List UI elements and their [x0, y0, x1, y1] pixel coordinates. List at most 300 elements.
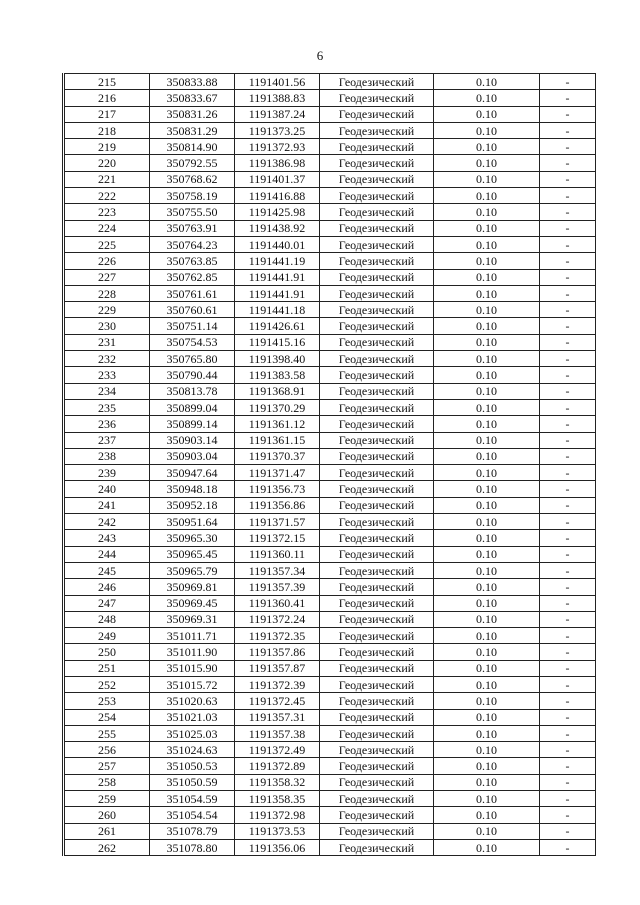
table-row — [64, 253, 596, 269]
description-cell: - — [540, 416, 596, 432]
table-row — [64, 497, 596, 513]
x-coordinate-cell: 350764.23 — [150, 236, 235, 252]
y-coordinate-cell: 1191398.40 — [235, 351, 320, 367]
description-cell: - — [540, 448, 596, 464]
x-coordinate-cell: 351050.53 — [150, 758, 235, 774]
table-row — [64, 416, 596, 432]
x-coordinate-cell: 351054.59 — [150, 791, 235, 807]
table-row — [64, 660, 596, 676]
y-coordinate-cell: 1191361.12 — [235, 416, 320, 432]
x-coordinate-cell: 350947.64 — [150, 465, 235, 481]
table-row — [64, 122, 596, 138]
y-coordinate-cell: 1191360.11 — [235, 546, 320, 562]
y-coordinate-cell: 1191361.15 — [235, 432, 320, 448]
description-cell: - — [540, 742, 596, 758]
accuracy-cell: 0.10 — [434, 644, 540, 660]
table-row — [64, 742, 596, 758]
method-cell: Геодезический — [320, 139, 434, 155]
y-coordinate-cell: 1191372.35 — [235, 628, 320, 644]
point-number-cell: 244 — [64, 546, 150, 562]
description-cell: - — [540, 171, 596, 187]
description-cell: - — [540, 269, 596, 285]
x-coordinate-cell: 350754.53 — [150, 334, 235, 350]
table-row — [64, 367, 596, 383]
description-cell: - — [540, 823, 596, 839]
description-cell: - — [540, 318, 596, 334]
table-row — [64, 204, 596, 220]
y-coordinate-cell: 1191371.57 — [235, 514, 320, 530]
x-coordinate-cell: 350831.26 — [150, 106, 235, 122]
y-coordinate-cell: 1191438.92 — [235, 220, 320, 236]
method-cell: Геодезический — [320, 171, 434, 187]
accuracy-cell: 0.10 — [434, 791, 540, 807]
point-number-cell: 241 — [64, 497, 150, 513]
description-cell: - — [540, 367, 596, 383]
accuracy-cell: 0.10 — [434, 546, 540, 562]
description-cell: - — [540, 693, 596, 709]
table-row — [64, 236, 596, 252]
y-coordinate-cell: 1191387.24 — [235, 106, 320, 122]
point-number-cell: 223 — [64, 204, 150, 220]
description-cell: - — [540, 253, 596, 269]
table-row — [64, 171, 596, 187]
description-cell: - — [540, 155, 596, 171]
table-row — [64, 302, 596, 318]
y-coordinate-cell: 1191401.37 — [235, 171, 320, 187]
table-row — [64, 530, 596, 546]
table-row — [64, 611, 596, 627]
y-coordinate-cell: 1191356.06 — [235, 839, 320, 855]
x-coordinate-cell: 350969.31 — [150, 611, 235, 627]
accuracy-cell: 0.10 — [434, 269, 540, 285]
table-row — [64, 693, 596, 709]
x-coordinate-cell: 350763.85 — [150, 253, 235, 269]
table-row — [64, 220, 596, 236]
point-number-cell: 226 — [64, 253, 150, 269]
description-cell: - — [540, 351, 596, 367]
y-coordinate-cell: 1191357.39 — [235, 579, 320, 595]
accuracy-cell: 0.10 — [434, 628, 540, 644]
x-coordinate-cell: 350792.55 — [150, 155, 235, 171]
description-cell: - — [540, 579, 596, 595]
description-cell: - — [540, 611, 596, 627]
method-cell: Геодезический — [320, 302, 434, 318]
point-number-cell: 219 — [64, 139, 150, 155]
y-coordinate-cell: 1191372.89 — [235, 758, 320, 774]
point-number-cell: 258 — [64, 774, 150, 790]
method-cell: Геодезический — [320, 399, 434, 415]
x-coordinate-cell: 350969.45 — [150, 595, 235, 611]
point-number-cell: 248 — [64, 611, 150, 627]
x-coordinate-cell: 350948.18 — [150, 481, 235, 497]
x-coordinate-cell: 350762.85 — [150, 269, 235, 285]
table-row — [64, 546, 596, 562]
point-number-cell: 230 — [64, 318, 150, 334]
y-coordinate-cell: 1191426.61 — [235, 318, 320, 334]
point-number-cell: 257 — [64, 758, 150, 774]
description-cell: - — [540, 188, 596, 204]
table-row — [64, 432, 596, 448]
coordinates-table — [62, 73, 596, 856]
method-cell: Геодезический — [320, 106, 434, 122]
method-cell: Геодезический — [320, 660, 434, 676]
table-row — [64, 351, 596, 367]
point-number-cell: 225 — [64, 236, 150, 252]
method-cell: Геодезический — [320, 367, 434, 383]
accuracy-cell: 0.10 — [434, 530, 540, 546]
description-cell: - — [540, 774, 596, 790]
point-number-cell: 252 — [64, 676, 150, 692]
accuracy-cell: 0.10 — [434, 90, 540, 106]
x-coordinate-cell: 350969.81 — [150, 579, 235, 595]
table-row — [64, 448, 596, 464]
x-coordinate-cell: 351021.03 — [150, 709, 235, 725]
description-cell: - — [540, 383, 596, 399]
y-coordinate-cell: 1191368.91 — [235, 383, 320, 399]
table-row — [64, 90, 596, 106]
table-row — [64, 106, 596, 122]
method-cell: Геодезический — [320, 595, 434, 611]
description-cell: - — [540, 530, 596, 546]
point-number-cell: 229 — [64, 302, 150, 318]
y-coordinate-cell: 1191372.24 — [235, 611, 320, 627]
y-coordinate-cell: 1191372.49 — [235, 742, 320, 758]
point-number-cell: 254 — [64, 709, 150, 725]
point-number-cell: 232 — [64, 351, 150, 367]
description-cell: - — [540, 725, 596, 741]
accuracy-cell: 0.10 — [434, 497, 540, 513]
method-cell: Геодезический — [320, 823, 434, 839]
y-coordinate-cell: 1191388.83 — [235, 90, 320, 106]
y-coordinate-cell: 1191356.86 — [235, 497, 320, 513]
y-coordinate-cell: 1191441.19 — [235, 253, 320, 269]
method-cell: Геодезический — [320, 676, 434, 692]
method-cell: Геодезический — [320, 285, 434, 301]
accuracy-cell: 0.10 — [434, 807, 540, 823]
point-number-cell: 234 — [64, 383, 150, 399]
table-row — [64, 839, 596, 855]
point-number-cell: 245 — [64, 562, 150, 578]
accuracy-cell: 0.10 — [434, 709, 540, 725]
x-coordinate-cell: 351024.63 — [150, 742, 235, 758]
method-cell: Геодезический — [320, 725, 434, 741]
accuracy-cell: 0.10 — [434, 204, 540, 220]
method-cell: Геодезический — [320, 611, 434, 627]
description-cell: - — [540, 465, 596, 481]
description-cell: - — [540, 204, 596, 220]
accuracy-cell: 0.10 — [434, 188, 540, 204]
accuracy-cell: 0.10 — [434, 432, 540, 448]
method-cell: Геодезический — [320, 807, 434, 823]
y-coordinate-cell: 1191372.98 — [235, 807, 320, 823]
y-coordinate-cell: 1191425.98 — [235, 204, 320, 220]
table-row — [64, 285, 596, 301]
method-cell: Геодезический — [320, 432, 434, 448]
x-coordinate-cell: 350755.50 — [150, 204, 235, 220]
coordinates-table-body — [64, 74, 596, 856]
x-coordinate-cell: 350768.62 — [150, 171, 235, 187]
table-row — [64, 791, 596, 807]
accuracy-cell: 0.10 — [434, 416, 540, 432]
point-number-cell: 228 — [64, 285, 150, 301]
x-coordinate-cell: 351020.63 — [150, 693, 235, 709]
accuracy-cell: 0.10 — [434, 220, 540, 236]
point-number-cell: 253 — [64, 693, 150, 709]
table-row — [64, 774, 596, 790]
table-row — [64, 139, 596, 155]
point-number-cell: 249 — [64, 628, 150, 644]
x-coordinate-cell: 350765.80 — [150, 351, 235, 367]
method-cell: Геодезический — [320, 497, 434, 513]
x-coordinate-cell: 350814.90 — [150, 139, 235, 155]
y-coordinate-cell: 1191360.41 — [235, 595, 320, 611]
point-number-cell: 236 — [64, 416, 150, 432]
description-cell: - — [540, 660, 596, 676]
y-coordinate-cell: 1191401.56 — [235, 74, 320, 90]
method-cell: Геодезический — [320, 122, 434, 138]
description-cell: - — [540, 220, 596, 236]
method-cell: Геодезический — [320, 530, 434, 546]
accuracy-cell: 0.10 — [434, 514, 540, 530]
method-cell: Геодезический — [320, 236, 434, 252]
method-cell: Геодезический — [320, 774, 434, 790]
accuracy-cell: 0.10 — [434, 595, 540, 611]
description-cell: - — [540, 791, 596, 807]
method-cell: Геодезический — [320, 269, 434, 285]
point-number-cell: 239 — [64, 465, 150, 481]
point-number-cell: 261 — [64, 823, 150, 839]
description-cell: - — [540, 514, 596, 530]
accuracy-cell: 0.10 — [434, 660, 540, 676]
y-coordinate-cell: 1191373.25 — [235, 122, 320, 138]
accuracy-cell: 0.10 — [434, 562, 540, 578]
method-cell: Геодезический — [320, 448, 434, 464]
table-row — [64, 465, 596, 481]
x-coordinate-cell: 350965.45 — [150, 546, 235, 562]
description-cell: - — [540, 74, 596, 90]
accuracy-cell: 0.10 — [434, 155, 540, 171]
table-row — [64, 481, 596, 497]
accuracy-cell: 0.10 — [434, 253, 540, 269]
y-coordinate-cell: 1191441.18 — [235, 302, 320, 318]
x-coordinate-cell: 350952.18 — [150, 497, 235, 513]
method-cell: Геодезический — [320, 579, 434, 595]
y-coordinate-cell: 1191370.37 — [235, 448, 320, 464]
description-cell: - — [540, 90, 596, 106]
table-row — [64, 383, 596, 399]
point-number-cell: 240 — [64, 481, 150, 497]
table-row — [64, 709, 596, 725]
accuracy-cell: 0.10 — [434, 823, 540, 839]
description-cell: - — [540, 432, 596, 448]
description-cell: - — [540, 106, 596, 122]
table-row — [64, 758, 596, 774]
description-cell: - — [540, 595, 596, 611]
point-number-cell: 246 — [64, 579, 150, 595]
x-coordinate-cell: 350833.67 — [150, 90, 235, 106]
point-number-cell: 227 — [64, 269, 150, 285]
accuracy-cell: 0.10 — [434, 774, 540, 790]
y-coordinate-cell: 1191441.91 — [235, 285, 320, 301]
x-coordinate-cell: 350903.04 — [150, 448, 235, 464]
table-row — [64, 725, 596, 741]
x-coordinate-cell: 351025.03 — [150, 725, 235, 741]
point-number-cell: 259 — [64, 791, 150, 807]
accuracy-cell: 0.10 — [434, 676, 540, 692]
point-number-cell: 220 — [64, 155, 150, 171]
accuracy-cell: 0.10 — [434, 334, 540, 350]
point-number-cell: 235 — [64, 399, 150, 415]
point-number-cell: 216 — [64, 90, 150, 106]
accuracy-cell: 0.10 — [434, 839, 540, 855]
accuracy-cell: 0.10 — [434, 465, 540, 481]
method-cell: Геодезический — [320, 74, 434, 90]
description-cell: - — [540, 546, 596, 562]
table-row — [64, 155, 596, 171]
method-cell: Геодезический — [320, 709, 434, 725]
accuracy-cell: 0.10 — [434, 122, 540, 138]
description-cell: - — [540, 758, 596, 774]
table-row — [64, 823, 596, 839]
y-coordinate-cell: 1191416.88 — [235, 188, 320, 204]
description-cell: - — [540, 334, 596, 350]
accuracy-cell: 0.10 — [434, 725, 540, 741]
table-row — [64, 74, 596, 90]
point-number-cell: 255 — [64, 725, 150, 741]
accuracy-cell: 0.10 — [434, 236, 540, 252]
accuracy-cell: 0.10 — [434, 139, 540, 155]
x-coordinate-cell: 350760.61 — [150, 302, 235, 318]
x-coordinate-cell: 350813.78 — [150, 383, 235, 399]
point-number-cell: 218 — [64, 122, 150, 138]
method-cell: Геодезический — [320, 562, 434, 578]
x-coordinate-cell: 350763.91 — [150, 220, 235, 236]
x-coordinate-cell: 351015.72 — [150, 676, 235, 692]
description-cell: - — [540, 236, 596, 252]
page-number: 6 — [316, 48, 324, 63]
method-cell: Геодезический — [320, 839, 434, 855]
accuracy-cell: 0.10 — [434, 399, 540, 415]
table-row — [64, 595, 596, 611]
point-number-cell: 238 — [64, 448, 150, 464]
method-cell: Геодезический — [320, 465, 434, 481]
x-coordinate-cell: 351011.71 — [150, 628, 235, 644]
method-cell: Геодезический — [320, 155, 434, 171]
table-row — [64, 676, 596, 692]
description-cell: - — [540, 302, 596, 318]
point-number-cell: 251 — [64, 660, 150, 676]
y-coordinate-cell: 1191358.32 — [235, 774, 320, 790]
y-coordinate-cell: 1191371.47 — [235, 465, 320, 481]
accuracy-cell: 0.10 — [434, 758, 540, 774]
table-row — [64, 318, 596, 334]
y-coordinate-cell: 1191357.86 — [235, 644, 320, 660]
method-cell: Геодезический — [320, 481, 434, 497]
accuracy-cell: 0.10 — [434, 171, 540, 187]
accuracy-cell: 0.10 — [434, 74, 540, 90]
x-coordinate-cell: 351011.90 — [150, 644, 235, 660]
x-coordinate-cell: 350751.14 — [150, 318, 235, 334]
point-number-cell: 224 — [64, 220, 150, 236]
method-cell: Геодезический — [320, 318, 434, 334]
y-coordinate-cell: 1191357.38 — [235, 725, 320, 741]
method-cell: Геодезический — [320, 188, 434, 204]
accuracy-cell: 0.10 — [434, 285, 540, 301]
table-row — [64, 644, 596, 660]
method-cell: Геодезический — [320, 90, 434, 106]
description-cell: - — [540, 139, 596, 155]
accuracy-cell: 0.10 — [434, 106, 540, 122]
description-cell: - — [540, 628, 596, 644]
y-coordinate-cell: 1191372.45 — [235, 693, 320, 709]
table-row — [64, 188, 596, 204]
x-coordinate-cell: 350758.19 — [150, 188, 235, 204]
table-row — [64, 579, 596, 595]
method-cell: Геодезический — [320, 220, 434, 236]
description-cell: - — [540, 122, 596, 138]
point-number-cell: 247 — [64, 595, 150, 611]
method-cell: Геодезический — [320, 546, 434, 562]
accuracy-cell: 0.10 — [434, 318, 540, 334]
table-row — [64, 628, 596, 644]
method-cell: Геодезический — [320, 334, 434, 350]
point-number-cell: 221 — [64, 171, 150, 187]
x-coordinate-cell: 350790.44 — [150, 367, 235, 383]
table-row — [64, 334, 596, 350]
y-coordinate-cell: 1191358.35 — [235, 791, 320, 807]
point-number-cell: 215 — [64, 74, 150, 90]
accuracy-cell: 0.10 — [434, 693, 540, 709]
description-cell: - — [540, 562, 596, 578]
accuracy-cell: 0.10 — [434, 481, 540, 497]
accuracy-cell: 0.10 — [434, 302, 540, 318]
description-cell: - — [540, 399, 596, 415]
x-coordinate-cell: 350965.30 — [150, 530, 235, 546]
description-cell: - — [540, 644, 596, 660]
point-number-cell: 262 — [64, 839, 150, 855]
point-number-cell: 222 — [64, 188, 150, 204]
x-coordinate-cell: 351054.54 — [150, 807, 235, 823]
y-coordinate-cell: 1191415.16 — [235, 334, 320, 350]
y-coordinate-cell: 1191372.15 — [235, 530, 320, 546]
method-cell: Геодезический — [320, 693, 434, 709]
y-coordinate-cell: 1191373.53 — [235, 823, 320, 839]
method-cell: Геодезический — [320, 383, 434, 399]
accuracy-cell: 0.10 — [434, 367, 540, 383]
accuracy-cell: 0.10 — [434, 742, 540, 758]
method-cell: Геодезический — [320, 628, 434, 644]
point-number-cell: 243 — [64, 530, 150, 546]
y-coordinate-cell: 1191370.29 — [235, 399, 320, 415]
description-cell: - — [540, 497, 596, 513]
x-coordinate-cell: 351015.90 — [150, 660, 235, 676]
accuracy-cell: 0.10 — [434, 611, 540, 627]
accuracy-cell: 0.10 — [434, 351, 540, 367]
x-coordinate-cell: 351078.79 — [150, 823, 235, 839]
point-number-cell: 256 — [64, 742, 150, 758]
method-cell: Геодезический — [320, 416, 434, 432]
point-number-cell: 250 — [64, 644, 150, 660]
method-cell: Геодезический — [320, 514, 434, 530]
x-coordinate-cell: 350951.64 — [150, 514, 235, 530]
description-cell: - — [540, 709, 596, 725]
table-row — [64, 399, 596, 415]
accuracy-cell: 0.10 — [434, 448, 540, 464]
x-coordinate-cell: 351078.80 — [150, 839, 235, 855]
x-coordinate-cell: 350761.61 — [150, 285, 235, 301]
y-coordinate-cell: 1191372.93 — [235, 139, 320, 155]
table-row — [64, 269, 596, 285]
